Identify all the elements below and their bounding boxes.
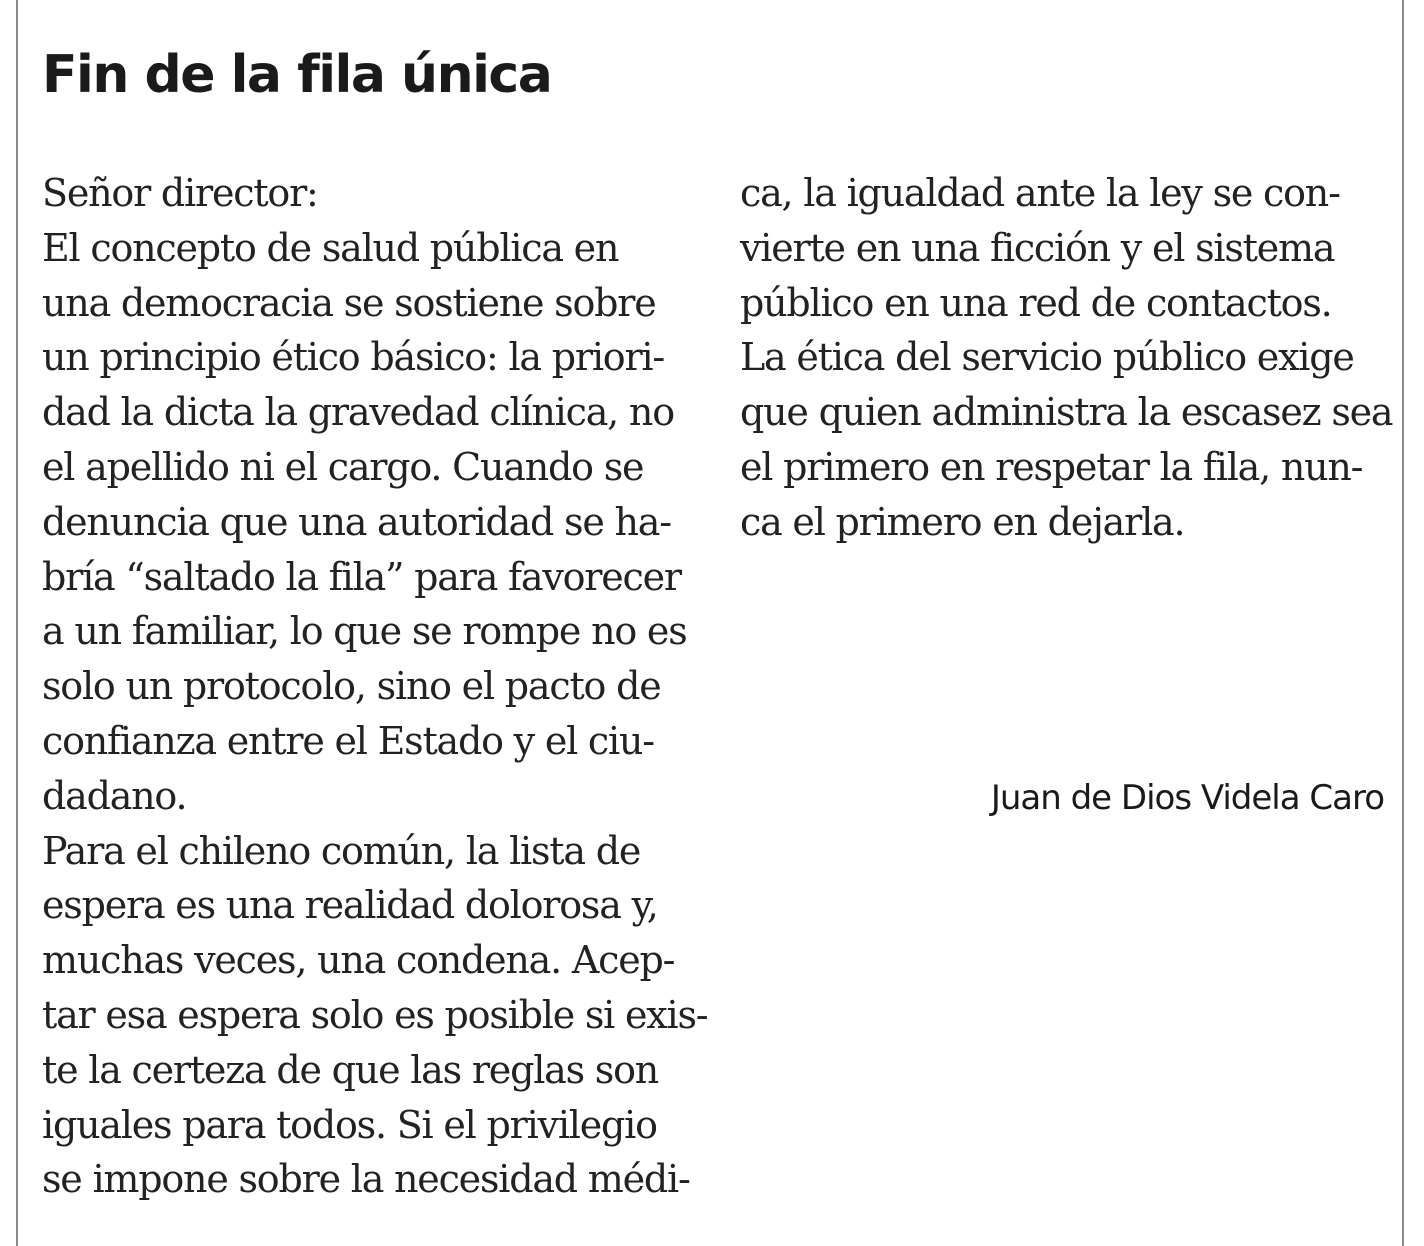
body-line: que quien administra la escasez sea [740,390,1393,435]
body-line: una democracia se sostiene sobre [42,280,656,325]
body-line: el primero en respetar la fila, nun- [740,444,1363,489]
body-line: ca, la igualdad ante la ley se con- [740,171,1340,215]
body-line: ca el primero en dejarla. [740,499,1185,544]
body-line: iguales para todos. Si el privilegio [42,1102,657,1147]
body-line: solo un protocolo, sino el pacto de [42,664,661,709]
letter-signature: Juan de Dios Videla Caro [990,778,1384,818]
body-line: espera es una realidad dolorosa y, [42,883,658,928]
body-line: el apellido ni el cargo. Cuando se [42,444,644,489]
body-line: Para el chileno común, la lista de [42,828,641,873]
body-line: tar esa espera solo es posible si exis- [42,992,708,1037]
letter-body-left-column [42,166,722,1207]
body-line: te la certeza de que las reglas son [42,1047,659,1092]
body-line: un principio ético básico: la priori- [42,335,665,380]
body-line: a un familiar, lo que se rompe no es [42,609,687,654]
letter-body-right-column [740,166,1400,550]
body-line: Señor director: [42,171,318,215]
body-line: muchas veces, una condena. Acep- [42,938,675,983]
body-line: El concepto de salud pública en [42,225,619,270]
letter-title: Fin de la fila única [42,45,552,105]
body-line: dadano. [42,773,187,818]
body-line: se impone sobre la necesidad médi- [42,1157,690,1202]
body-line: La ética del servicio público exige [740,335,1354,380]
body-line: confianza entre el Estado y el ciu- [42,718,654,763]
body-line: dad la dicta la gravedad clínica, no [42,390,674,435]
body-line: denuncia que una autoridad se ha- [42,499,671,544]
body-line: vierte en una ficción y el sistema [740,225,1335,270]
body-line: público en una red de contactos. [740,280,1332,325]
body-line: bría “saltado la fila” para favorecer [42,554,681,599]
